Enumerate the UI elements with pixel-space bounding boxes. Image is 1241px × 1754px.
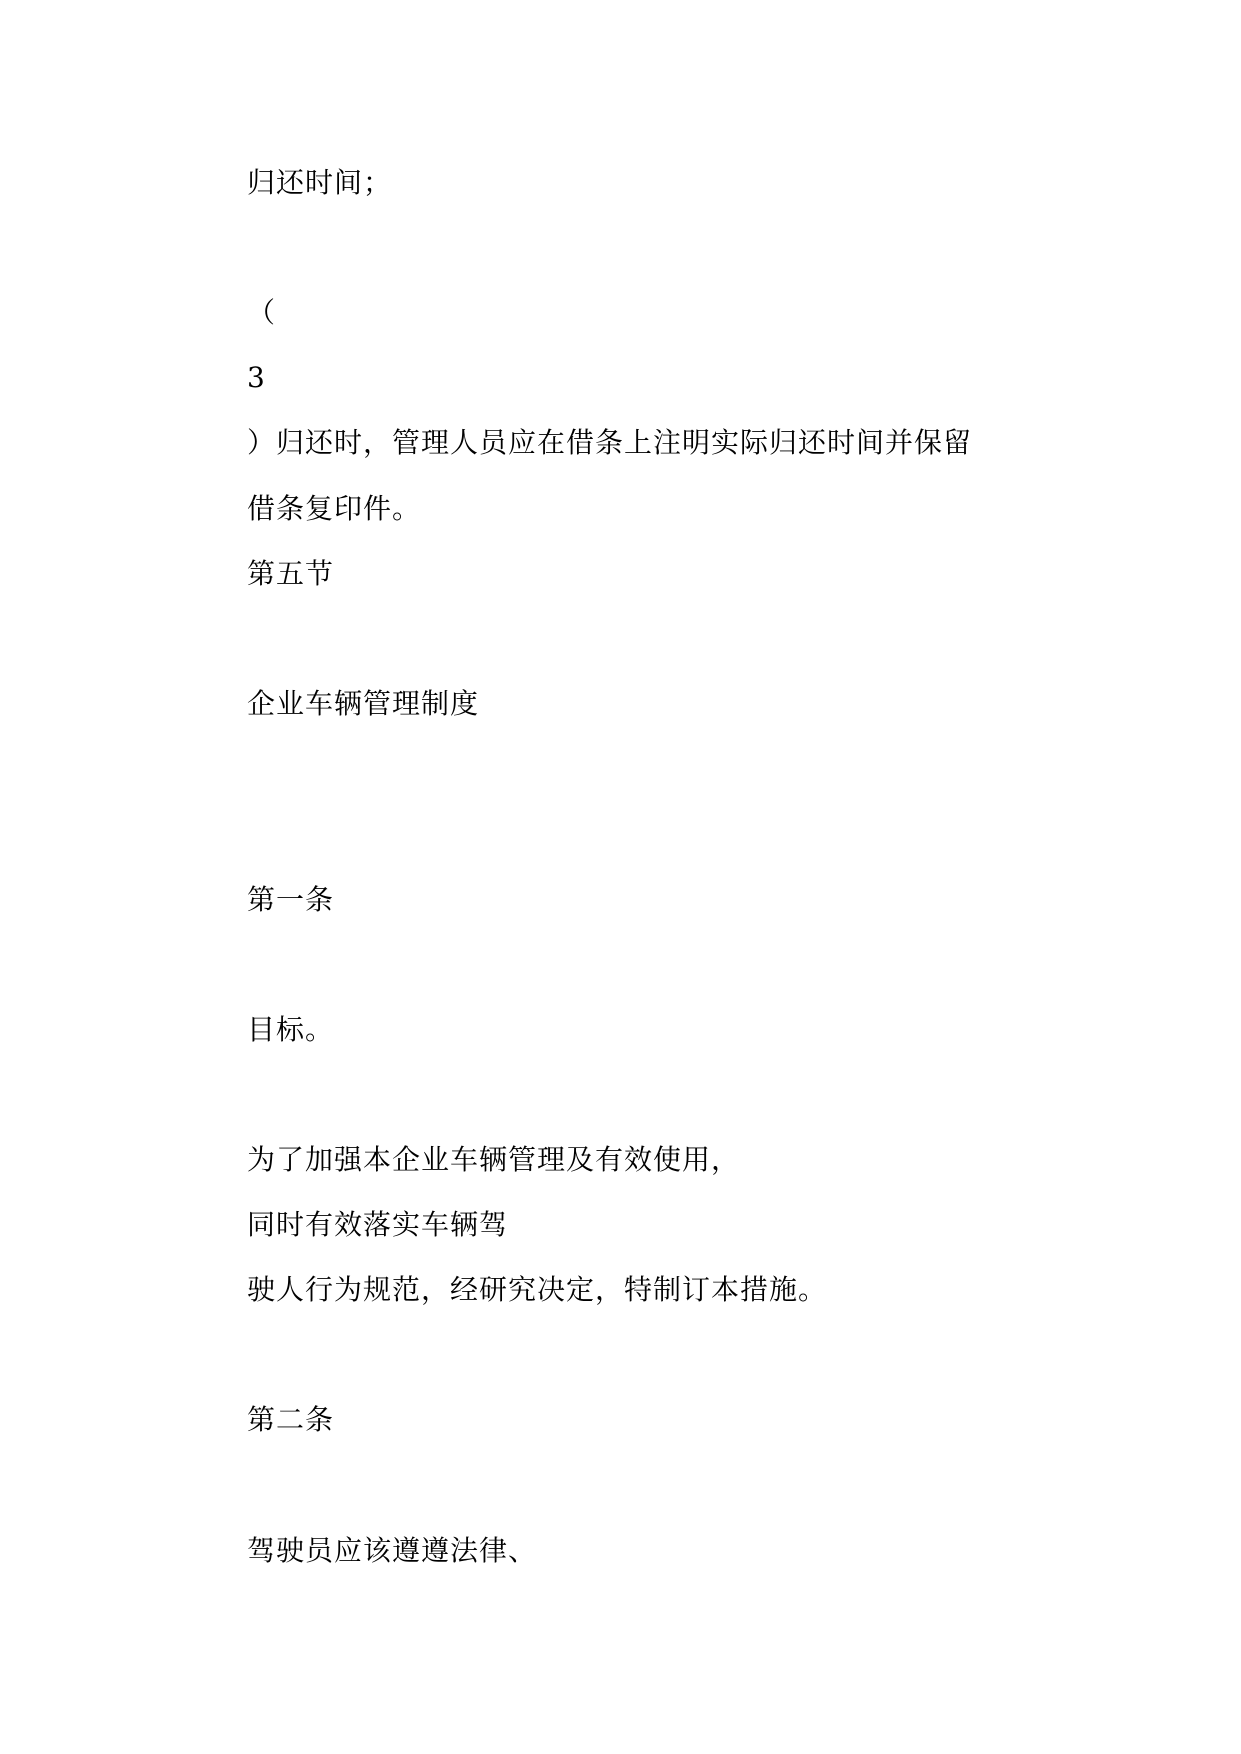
text-line: （ xyxy=(247,296,277,329)
section-title: 企业车辆管理制度 xyxy=(247,687,480,720)
text-line: 借条复印件。 xyxy=(247,492,422,525)
text-line: 3 xyxy=(247,361,266,394)
text-line: 驾驶员应该遵遵法律、 xyxy=(247,1534,538,1567)
text-line: ）归还时，管理人员应在借条上注明实际归还时间并保留 xyxy=(247,426,973,459)
section-heading: 第五节 xyxy=(247,557,335,590)
text-line: 驶人行为规范，经研究决定，特制订本措施。 xyxy=(247,1273,828,1306)
article-heading: 第二条 xyxy=(247,1403,335,1436)
article-heading: 第一条 xyxy=(247,883,335,916)
text-line: 同时有效落实车辆驾 xyxy=(247,1208,509,1241)
text-line: 目标。 xyxy=(247,1013,335,1046)
text-line: 为了加强本企业车辆管理及有效使用， xyxy=(247,1143,741,1176)
text-line: 归还时间； xyxy=(247,166,393,199)
